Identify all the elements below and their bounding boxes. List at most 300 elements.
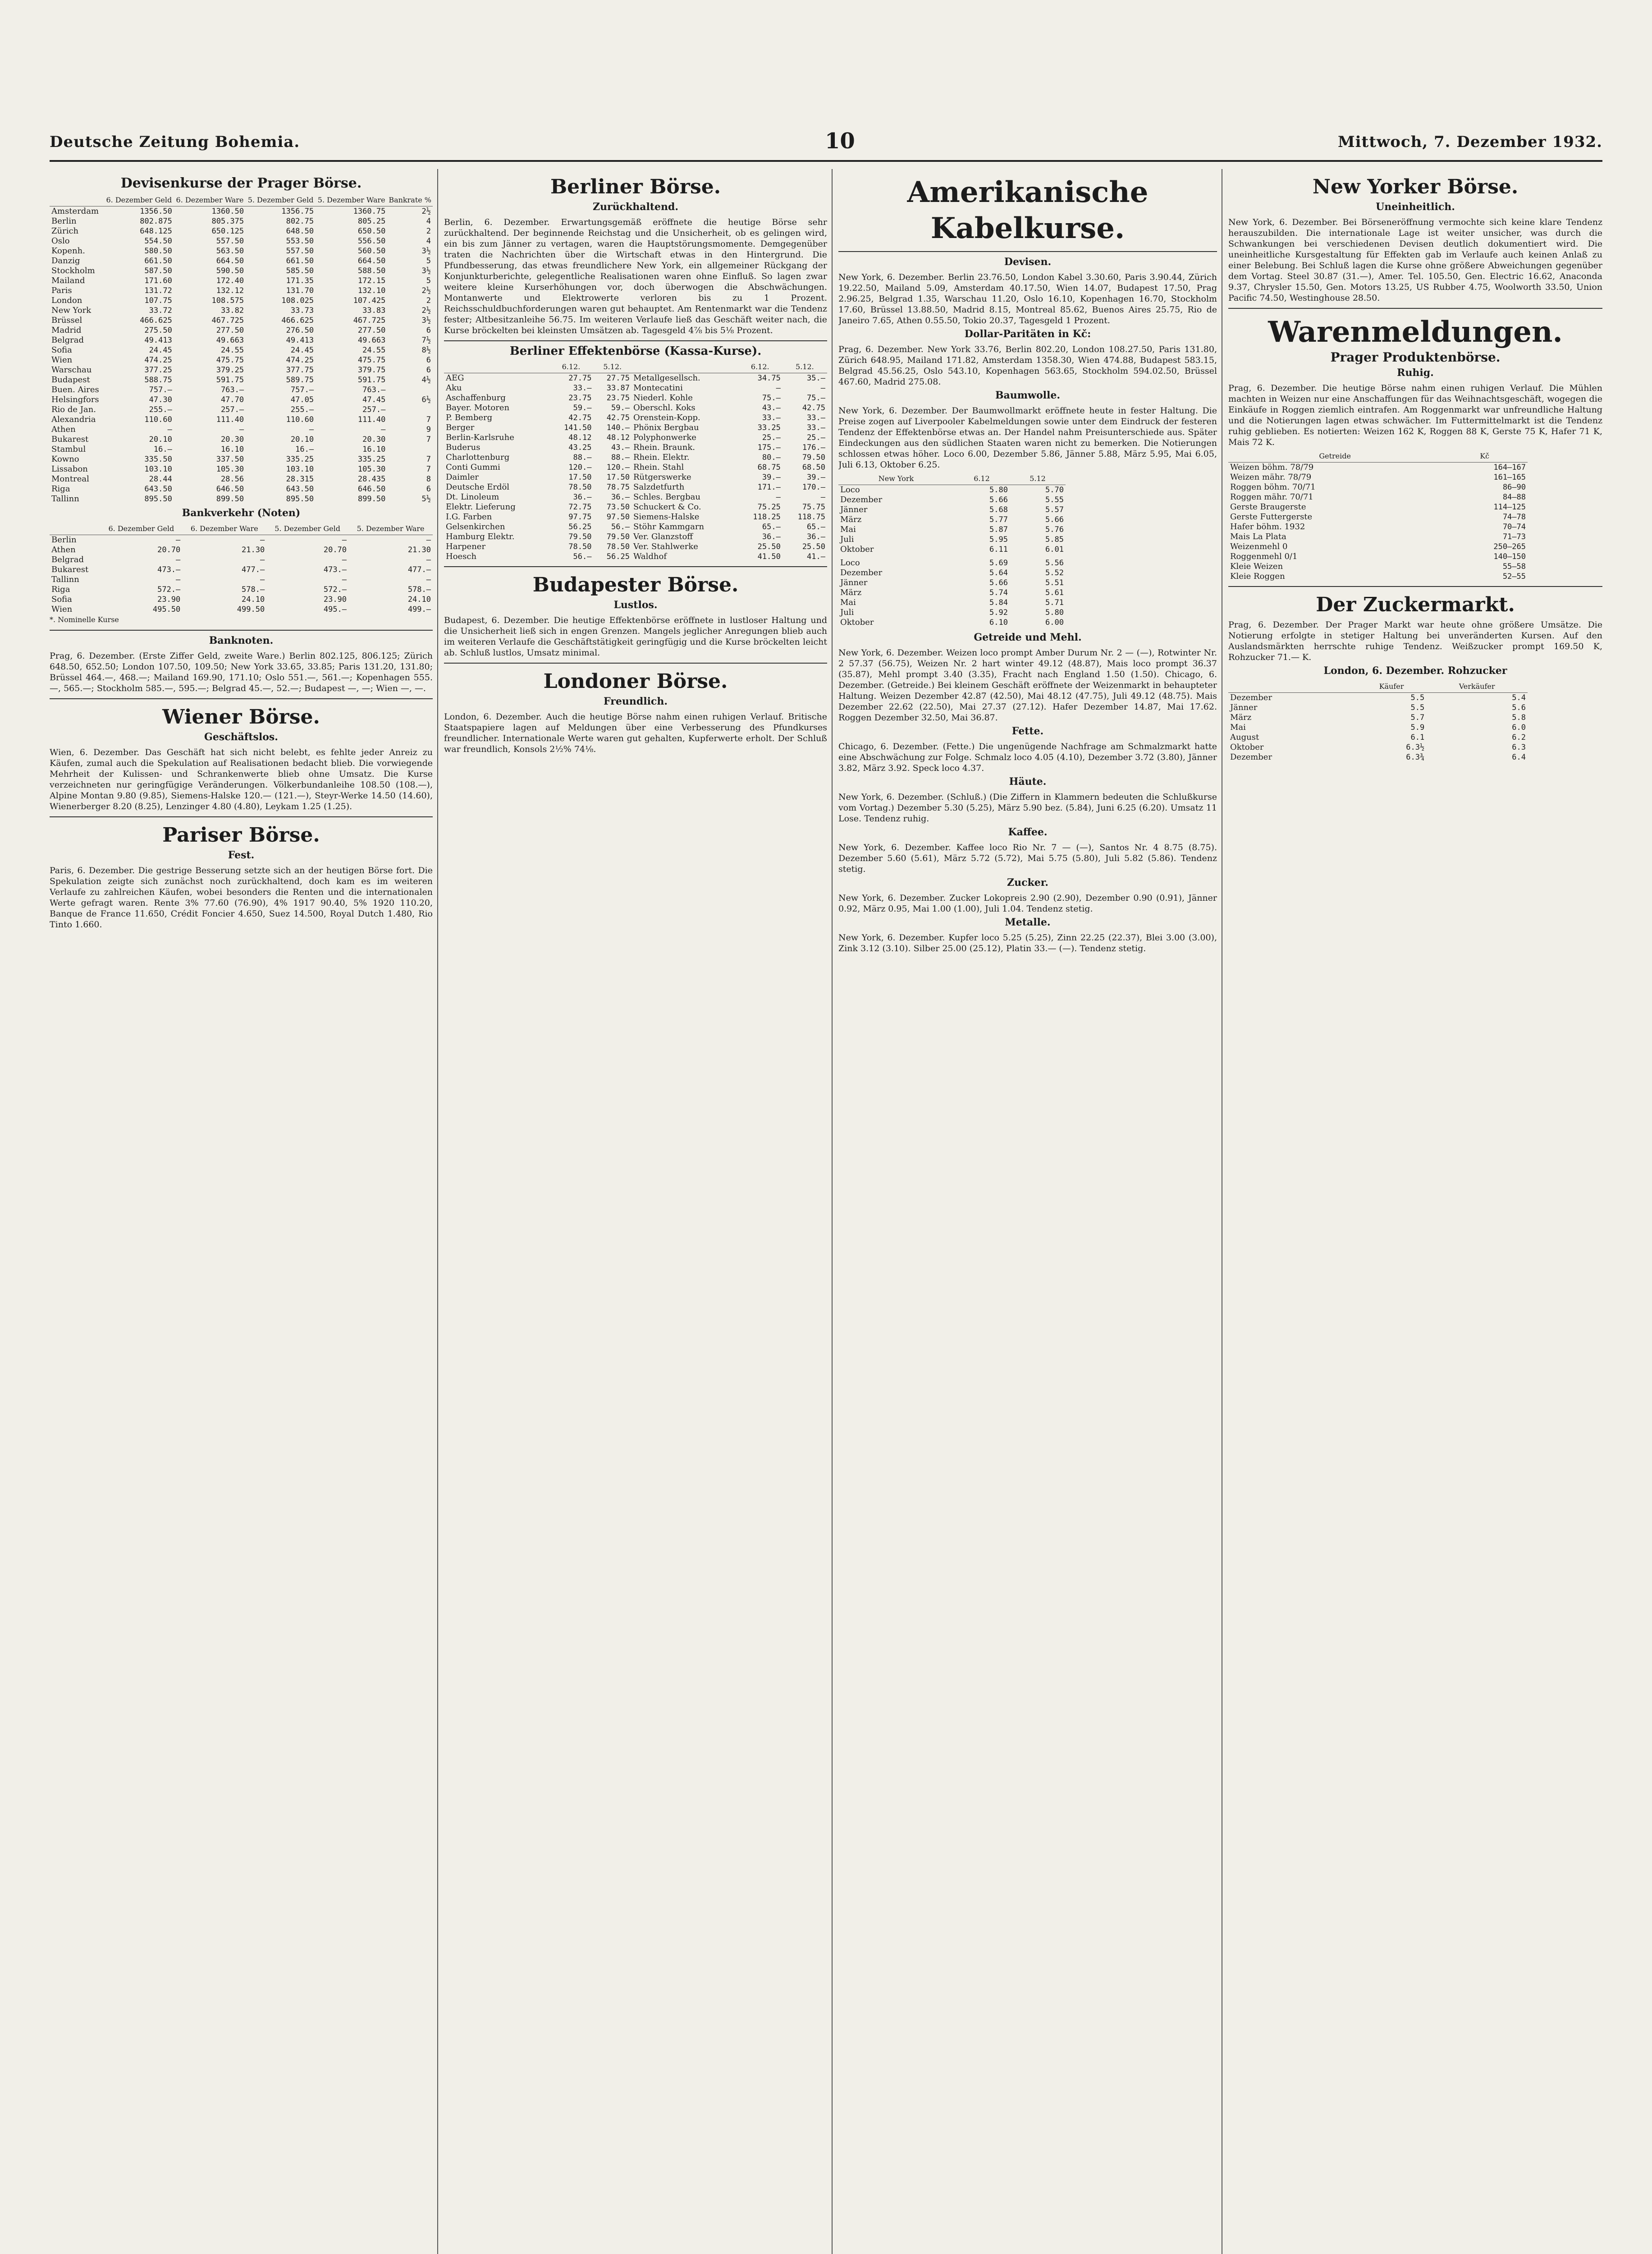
table-cell: 20.30	[220, 435, 244, 444]
table-cell: 120.—	[568, 463, 592, 472]
table-cell: 23.75	[568, 394, 592, 403]
table-cell: 5.56	[1045, 559, 1064, 568]
table-cell: Charlottenburg	[446, 453, 510, 462]
table-cell: 6.1	[1410, 733, 1425, 742]
berlin-title: Berliner Börse.	[550, 175, 721, 198]
table-cell: 467.725	[211, 316, 244, 325]
table-cell: 257.—	[220, 405, 244, 414]
table-cell: Gerste Braugerste	[1230, 502, 1306, 512]
table-cell: 643.50	[144, 485, 172, 494]
table-header-cell: 6.12.	[549, 361, 593, 373]
table-cell: 499.50	[237, 605, 265, 614]
table-cell: Buen. Aires	[51, 385, 99, 394]
table-cell: 36.—	[573, 493, 592, 502]
getreide-subtitle: Getreide und Mehl.	[974, 632, 1082, 643]
table-cell: Aschaffenburg	[446, 393, 506, 403]
table-cell: Helsingfors	[51, 395, 99, 404]
table-cell: 6	[426, 326, 431, 335]
fette-text: Chicago, 6. Dezember. (Fette.) Die ungenügende Nachfrage am Schmalzmarkt hatte eine Abschwächung zur Folge. Schmalz loco 4.05 (4.10), Dezember 3.72 (3.80), Jänner 3.82, März 3.92. Speck loco 4.37.	[838, 742, 1217, 773]
table-cell: 6½	[421, 395, 431, 404]
table-row	[1228, 703, 1528, 713]
table-header-cell: New York	[838, 473, 954, 485]
produkten-text: Prag, 6. Dezember. Die heutige Börse nahm einen ruhigen Verlauf. Die Mühlen machten in Weizen nur eine Anschaffungen für das Weihnachtsgeschäft, wogegen die Einkäufe in Roggen ziemlich eintrafen. Am Roggenmarkt war unfreundliche Haltung und die Notierungen lagen etwas schwächer. Im Futtermittelmarkt ist die Tendenz ruhig geblieben. Es notierten: Weizen 162 K, Roggen 88 K, Gerste 75 K, Hafer 71 K, Mais 72 K.	[1228, 383, 1602, 447]
table-cell: 1360.50	[211, 207, 244, 216]
noten-title: Bankverkehr (Noten)	[182, 507, 301, 519]
budapest-subtitle: Lustlos.	[613, 599, 658, 611]
table-cell: 16.10	[362, 445, 386, 454]
table-cell: 805.25	[357, 217, 386, 226]
table-cell: Tallinn	[51, 575, 79, 584]
table-cell: 27.75	[568, 374, 592, 383]
table-row	[444, 492, 827, 502]
table-cell: Dezember	[1230, 693, 1272, 702]
table-cell: New York	[51, 306, 92, 315]
produkten-table	[1228, 450, 1528, 582]
table-cell: 170.—	[802, 483, 825, 492]
table-row	[444, 472, 827, 482]
table-cell: Loco	[840, 558, 860, 568]
table-cell: Kopenh.	[51, 246, 85, 256]
table-row	[1228, 482, 1528, 492]
table-cell: 75.—	[807, 394, 825, 403]
table-cell: Paris	[51, 286, 72, 295]
table-cell: —	[176, 555, 181, 564]
table-row	[50, 266, 433, 276]
table-cell: Hafer böhm. 1932	[1230, 522, 1305, 531]
table-cell: —	[167, 425, 172, 434]
table-row	[1228, 492, 1528, 502]
table-cell: 33.—	[807, 423, 825, 432]
table-cell: Wien	[51, 355, 73, 365]
table-header-cell: 5.12.	[593, 361, 632, 373]
noten-table	[50, 523, 433, 614]
table-cell: 28.435	[357, 475, 386, 484]
table-cell: Jänner	[1230, 703, 1258, 712]
table-cell: Berlin-Karlsruhe	[446, 433, 514, 442]
table-cell: 78.50	[568, 483, 592, 492]
table-cell: Stambul	[51, 444, 86, 454]
table-cell: 588.50	[357, 266, 386, 275]
table-cell: 88.—	[573, 453, 592, 462]
table-cell: 48.12	[606, 433, 630, 442]
table-row	[444, 453, 827, 463]
table-cell: 52—55	[1502, 572, 1526, 581]
table-cell: 377.75	[286, 366, 314, 375]
table-row	[50, 555, 433, 565]
table-cell: 105.30	[357, 465, 386, 474]
table-cell: Oktober	[840, 545, 874, 554]
table-header-cell: Verkäufer	[1426, 681, 1528, 693]
table-cell: 70—74	[1502, 522, 1526, 531]
table-cell: —	[309, 425, 314, 434]
table-row	[444, 482, 827, 492]
table-cell: Rhein. Stahl	[633, 463, 684, 472]
table-cell: 79.50	[802, 453, 825, 462]
table-row	[50, 206, 433, 217]
table-cell: 7	[426, 455, 431, 464]
table-cell: Rio de Jan.	[51, 405, 96, 414]
table-cell: 75.—	[762, 394, 781, 403]
table-cell: 56.—	[611, 522, 630, 531]
ny-boerse-subtitle: Uneinheitlich.	[1376, 201, 1455, 213]
table-cell: 20.30	[362, 435, 386, 444]
table-row	[50, 535, 433, 545]
budapest-text: Budapest, 6. Dezember. Die heutige Effektenbörse eröffnete in lustloser Haltung und die Unsicherheit ließ sich in engen Grenzen. Mangels jeglicher Anregungen blieb auch im weiteren Verlaufe die Geschäftstätigkeit geringfügig und die Kurse bröckelten leicht ab. Schluß lustlos, Umsatz minimal.	[444, 615, 827, 658]
table-row	[50, 385, 433, 395]
table-header-cell: 5. Dezember Ware	[348, 523, 433, 535]
table-cell: 5.61	[1045, 588, 1064, 597]
table-cell: 648.125	[140, 227, 172, 236]
table-cell: 473.—	[323, 565, 347, 574]
table-cell: Amsterdam	[51, 206, 99, 216]
table-cell: Tallinn	[51, 494, 79, 504]
table-row	[838, 588, 1066, 598]
table-cell: 49.413	[144, 336, 172, 345]
table-cell: 6.00	[1045, 618, 1064, 627]
zucker-subtitle: Zucker.	[1007, 877, 1048, 889]
table-cell	[387, 444, 433, 454]
table-cell: 495.50	[152, 605, 181, 614]
table-cell: 895.50	[144, 495, 172, 504]
table-cell: 250—265	[1493, 542, 1526, 551]
table-cell: Stöhr Kammgarn	[633, 522, 705, 531]
table-cell: Zürich	[51, 226, 79, 236]
table-cell: 171.60	[144, 276, 172, 285]
table-cell: 589.75	[286, 376, 314, 385]
table-cell: 80.—	[762, 453, 781, 462]
getreide-text: New York, 6. Dezember. Weizen loco prompt Amber Durum Nr. 2 — (—), Rotwinter Nr. 2 57.37 (56.75), Weizen Nr. 2 hart winter 49.12 (48.87), Mais loco prompt 36.37 (35.87), Mehl prompt 3.40 (3.35), Fracht nach England 1.50 (1.50). Chicago, 6. Dezember. (Getreide.) Bei kleinem Geschäft eröffnete der Weizenmarkt in behaupteter Haltung. Weizen Dezember 42.87 (42.50), Mai 48.12 (47.75), Juli 49.12 (48.75). Mais Dezember 22.62 (22.50), Mai 27.37 (27.12). Hafer Dezember 14.87, Mai 17.62. Roggen Dezember 32.50, Mai 36.87.	[838, 648, 1217, 723]
table-cell: 140—150	[1493, 552, 1526, 561]
table-row	[50, 405, 433, 415]
table-cell: 257.—	[362, 405, 386, 414]
metalle-text: New York, 6. Dezember. Kupfer loco 5.25 (5.25), Zinn 22.25 (22.37), Blei 3.00 (3.00), Zink 3.12 (3.10). Silber 25.00 (25.12), Platin 33.— (—). Tendenz stetig.	[838, 933, 1217, 953]
table-cell: 25.—	[807, 433, 825, 442]
table-cell: 5.9	[1410, 723, 1425, 732]
table-cell: 28.56	[220, 475, 244, 484]
table-row	[444, 443, 827, 453]
table-cell: 556.50	[357, 237, 386, 246]
table-cell: 664.50	[216, 257, 244, 266]
table-cell: 899.50	[357, 495, 386, 504]
table-cell: 24.45	[290, 346, 314, 355]
table-cell: 107.75	[144, 296, 172, 305]
table-cell: Wien	[51, 605, 73, 614]
table-cell: 763.—	[220, 385, 244, 394]
table-cell: Athen	[51, 545, 76, 554]
table-cell	[387, 385, 433, 395]
table-cell: Weizenmehl 0	[1230, 542, 1288, 551]
berlin-text: Berlin, 6. Dezember. Erwartungsgemäß eröffnete die heutige Börse sehr zurückhaltend. Der beginnende Reichstag und die Unsicherheit, ob es gelingen wird, ein bis zum Jänner zu vertagen, waren die Hauptstörungsmomente. Demgegenüber traten die Nachrichten über die Wirtschaft etwas in den Hintergrund. Die Pfundbesserung, das etwas freundlichere New York, ein allgemeiner Rückgang der Konjunkturberichte, gelegentliche Realisationen waren ohne Einfluß. So lagen zwar weitere kleine Kurserhöhungen vor, doch überwogen die Abschwächungen. Montanwerte und Elektrowerte verloren bis zu 1 Prozent. Reichsschuldbuchforderungen waren gut behauptet. Am Rentenmarkt war die Tendenz fester; Altbesitzanleihe 56.75. Im weiteren Verlaufe ließ das Geschäft weiter nach, die Kurse bröckelten bei kleinsten Umsätzen ab. Tagesgeld 4⅞ bis 5⅛ Prozent.	[444, 217, 827, 335]
table-cell: 25.—	[762, 433, 781, 442]
table-cell: Jänner	[840, 505, 868, 514]
table-cell: —	[260, 536, 265, 545]
table-cell: —	[426, 555, 431, 564]
table-cell: —	[176, 575, 181, 584]
table-cell: 379.75	[357, 366, 386, 375]
table-cell: Bukarest	[51, 565, 89, 574]
table-cell: Montreal	[51, 474, 89, 484]
table-cell: Budapest	[51, 375, 90, 385]
table-cell: Riga	[51, 484, 70, 494]
table-cell: 24.45	[149, 346, 172, 355]
table-cell: 171.—	[757, 483, 781, 492]
cotton-orleans-table	[838, 558, 1066, 628]
dollar-subtitle: Dollar-Paritäten in Kč:	[964, 328, 1091, 340]
table-row	[50, 605, 433, 614]
table-cell: Rhein. Elektr.	[633, 453, 690, 462]
table-cell: 661.50	[144, 257, 172, 266]
table-cell: 590.50	[216, 266, 244, 275]
table-cell: 335.25	[357, 455, 386, 464]
table-cell: 572.—	[323, 585, 347, 594]
table-row	[1228, 572, 1528, 582]
london-title: Londoner Börse.	[543, 670, 728, 693]
table-cell: 110.60	[144, 415, 172, 424]
table-cell: 757.—	[290, 385, 314, 394]
table-cell: 5.76	[1045, 525, 1064, 534]
column-divider	[832, 169, 833, 2254]
table-cell: 475.75	[216, 356, 244, 365]
section-rule	[50, 630, 433, 631]
table-cell: 42.75	[802, 403, 825, 412]
table-cell: Weizen mähr. 78/79	[1230, 472, 1312, 482]
table-cell: 56.—	[573, 552, 592, 561]
table-cell: 5.69	[989, 559, 1008, 568]
table-cell: 84—88	[1502, 493, 1526, 502]
table-cell: 3½	[421, 266, 431, 275]
table-cell: 5½	[421, 495, 431, 504]
table-cell: Metallgesellsch.	[633, 373, 700, 383]
table-cell: 47.05	[290, 395, 314, 404]
table-cell: 47.45	[362, 395, 386, 404]
table-cell: Siemens-Halske	[633, 512, 700, 522]
table-cell: 23.75	[606, 394, 630, 403]
table-cell: 5.5	[1410, 703, 1425, 712]
table-cell: 59.—	[611, 403, 630, 412]
table-cell: 477.—	[242, 565, 265, 574]
table-cell: 467.725	[353, 316, 386, 325]
table-cell: 78.75	[606, 483, 630, 492]
table-cell: Salzdetfurth	[633, 482, 685, 492]
table-cell: Bukarest	[51, 435, 89, 444]
table-row	[50, 595, 433, 605]
table-cell: 28.44	[149, 475, 172, 484]
table-cell: März	[1230, 713, 1252, 722]
table-cell: 563.50	[216, 247, 244, 256]
table-row	[444, 373, 827, 384]
table-cell: Belgrad	[51, 555, 84, 564]
table-cell	[387, 405, 433, 415]
table-row	[50, 216, 433, 226]
table-cell: —	[820, 384, 825, 393]
table-cell: 474.25	[286, 356, 314, 365]
table-cell: 111.40	[216, 415, 244, 424]
table-cell: —	[260, 575, 265, 584]
table-cell: 28.315	[286, 475, 314, 484]
table-row	[1228, 472, 1528, 482]
table-cell: 171.35	[286, 276, 314, 285]
table-header-cell: 5. Dezember Geld	[266, 523, 348, 535]
table-row	[50, 286, 433, 296]
table-cell: I.G. Farben	[446, 512, 492, 522]
table-cell: 580.50	[144, 247, 172, 256]
table-header-cell: 5.12	[1010, 473, 1066, 485]
table-row	[1228, 463, 1528, 473]
table-row	[50, 246, 433, 256]
banknoten-title: Banknoten.	[209, 635, 274, 646]
table-cell: 78.50	[606, 542, 630, 551]
column-4	[1228, 169, 1602, 2254]
table-cell: 141.50	[564, 423, 592, 432]
table-cell: 161—165	[1493, 473, 1526, 482]
table-cell: 23.90	[323, 595, 347, 604]
table-cell: 47.30	[149, 395, 172, 404]
table-header-cell: 6.12	[954, 473, 1010, 485]
table-cell: 477.—	[407, 565, 431, 574]
table-cell: Alexandria	[51, 415, 96, 424]
table-row	[1228, 502, 1528, 512]
section-rule	[444, 566, 827, 567]
table-cell: 36.—	[611, 493, 630, 502]
table-cell: 74—78	[1502, 513, 1526, 522]
table-row	[1228, 693, 1528, 703]
table-cell: Polyphonwerke	[633, 433, 696, 442]
table-cell: —	[239, 425, 244, 434]
table-cell: 1356.75	[281, 207, 314, 216]
baumwolle-text: New York, 6. Dezember. Der Baumwollmarkt eröffnete heute in fester Haltung. Die Preise zogen auf Liverpooler Kabelmeldungen sowie unter dem Eindruck der festeren Tendenz der Effektenbörse etwas an. Der Handel nahm Preisunterschiede aus. Später Eindeckungen aus den südlichen Staaten waren nicht zu bemerken. Die Notierungen schlossen etwas höher. Loco 6.00, Dezember 5.86, Jänner 5.88, März 5.95, Mai 6.05, Juli 6.13, Oktober 6.25.	[838, 406, 1217, 470]
table-cell: Buderus	[446, 443, 480, 452]
table-cell: 73.50	[606, 503, 630, 512]
table-cell: 132.12	[216, 286, 244, 295]
table-row	[50, 454, 433, 464]
table-cell: 20.70	[157, 545, 181, 554]
table-cell: 24.10	[407, 595, 431, 604]
table-row	[50, 425, 433, 435]
table-row	[50, 256, 433, 266]
table-cell: 6.3	[1512, 743, 1526, 752]
table-row	[50, 435, 433, 444]
table-cell: —	[426, 575, 431, 584]
table-cell: 661.50	[286, 257, 314, 266]
zucker-text: New York, 6. Dezember. Zucker Lokopreis 2.90 (2.90), Dezember 0.90 (0.91), Jänner 0.92, März 0.95, Mai 1.00 (1.00), Juli 1.04. Tendenz stetig.	[838, 893, 1217, 914]
table-cell: Hoesch	[446, 552, 477, 561]
table-cell: 2	[426, 296, 431, 305]
haeute-text: New York, 6. Dezember. (Schluß.) (Die Ziffern in Klammern bedeuten die Schlußkurse vom Vortag.) Dezember 5.30 (5.25), März 5.90 bez. (5.84), Juni 6.25 (6.20). Umsatz 11 Lose. Tendenz ruhig.	[838, 792, 1217, 824]
table-cell: 6.0	[1512, 723, 1526, 732]
table-cell: Danzig	[51, 256, 80, 266]
table-cell: Mailand	[51, 276, 85, 285]
table-row	[444, 522, 827, 532]
london-sugar-subtitle: London, 6. Dezember. Rohzucker	[1323, 665, 1507, 677]
table-cell: Orenstein-Kopp.	[633, 413, 700, 422]
table-cell: 56.25	[606, 552, 630, 561]
baumwolle-subtitle: Baumwolle.	[995, 389, 1061, 401]
table-cell: London	[51, 296, 82, 305]
section-rule	[838, 251, 1217, 252]
table-cell: 5.51	[1045, 578, 1064, 587]
table-cell: 664.50	[357, 257, 386, 266]
table-cell: 75.75	[802, 503, 825, 512]
table-row	[1228, 512, 1528, 522]
table-row	[1228, 562, 1528, 572]
table-row	[1228, 532, 1528, 542]
column-3	[838, 169, 1217, 2254]
table-cell: Lissabon	[51, 464, 88, 474]
table-cell: Weizen böhm. 78/79	[1230, 463, 1314, 472]
table-cell: 6.01	[1045, 545, 1064, 554]
section-rule	[444, 663, 827, 664]
table-row	[50, 306, 433, 316]
table-cell: 473.—	[157, 565, 181, 574]
table-cell: 560.50	[357, 247, 386, 256]
table-row	[50, 415, 433, 425]
produkten-title: Prager Produktenbörse.	[1330, 350, 1501, 365]
table-cell: 33.72	[149, 306, 172, 315]
table-cell: 895.50	[286, 495, 314, 504]
table-cell: 33.87	[606, 384, 630, 393]
table-cell: 172.40	[216, 276, 244, 285]
table-cell: 2½	[421, 286, 431, 295]
table-cell: August	[1230, 733, 1259, 742]
table-cell: 5.85	[1045, 535, 1064, 544]
table-cell: Athen	[51, 425, 76, 434]
table-row	[50, 565, 433, 575]
table-cell: 5.80	[1045, 608, 1064, 617]
table-row	[50, 325, 433, 335]
table-cell: 43.25	[568, 443, 592, 452]
table-cell: 5.6	[1512, 703, 1526, 712]
produkten-subtitle: Ruhig.	[1397, 367, 1434, 379]
table-cell: 86—90	[1502, 483, 1526, 492]
zuckermarkt-text: Prag, 6. Dezember. Der Prager Markt war heute ohne größere Umsätze. Die Notierung erfolgte in stetiger Haltung bei unveränderten Kursen. Auf den Auslandsmärkten herrschte ruhige Tendenz. Weißzucker prompt 169.50 K, Rohzucker 71.— K.	[1228, 620, 1602, 662]
table-cell: 24.55	[220, 346, 244, 355]
table-row	[50, 316, 433, 325]
kabelkurse-title: Amerikanische Kabelkurse.	[907, 175, 1149, 245]
table-cell: 48.12	[568, 433, 592, 442]
table-cell: 495.—	[323, 605, 347, 614]
table-cell: 108.025	[281, 296, 314, 305]
table-row	[444, 433, 827, 443]
table-row	[50, 236, 433, 246]
table-cell: Elektr. Lieferung	[446, 502, 516, 512]
table-cell: März	[840, 588, 862, 597]
table-header-cell	[50, 523, 100, 535]
table-cell: 588.75	[144, 376, 172, 385]
table-cell: —	[342, 575, 347, 584]
budapest-title: Budapester Börse.	[532, 573, 739, 596]
table-cell: 7	[426, 435, 431, 444]
table-row	[1228, 733, 1528, 742]
table-cell: Kleie Roggen	[1230, 572, 1285, 581]
table-cell: Daimler	[446, 472, 479, 482]
table-cell: 5.80	[989, 486, 1008, 495]
table-row	[1228, 742, 1528, 752]
table-header-cell	[444, 361, 549, 373]
table-cell: 79.50	[568, 532, 592, 541]
table-row	[50, 365, 433, 375]
table-row	[50, 464, 433, 474]
table-cell: Loco	[840, 485, 860, 495]
table-row	[444, 532, 827, 542]
table-cell: —	[342, 555, 347, 564]
table-cell: 6.3¾	[1406, 753, 1425, 762]
table-cell: 36.—	[762, 532, 781, 541]
page-header	[50, 128, 1602, 156]
table-cell: 8½	[421, 346, 431, 355]
table-cell: 499.—	[407, 605, 431, 614]
table-cell: 5.84	[989, 598, 1008, 607]
table-cell: 103.10	[286, 465, 314, 474]
